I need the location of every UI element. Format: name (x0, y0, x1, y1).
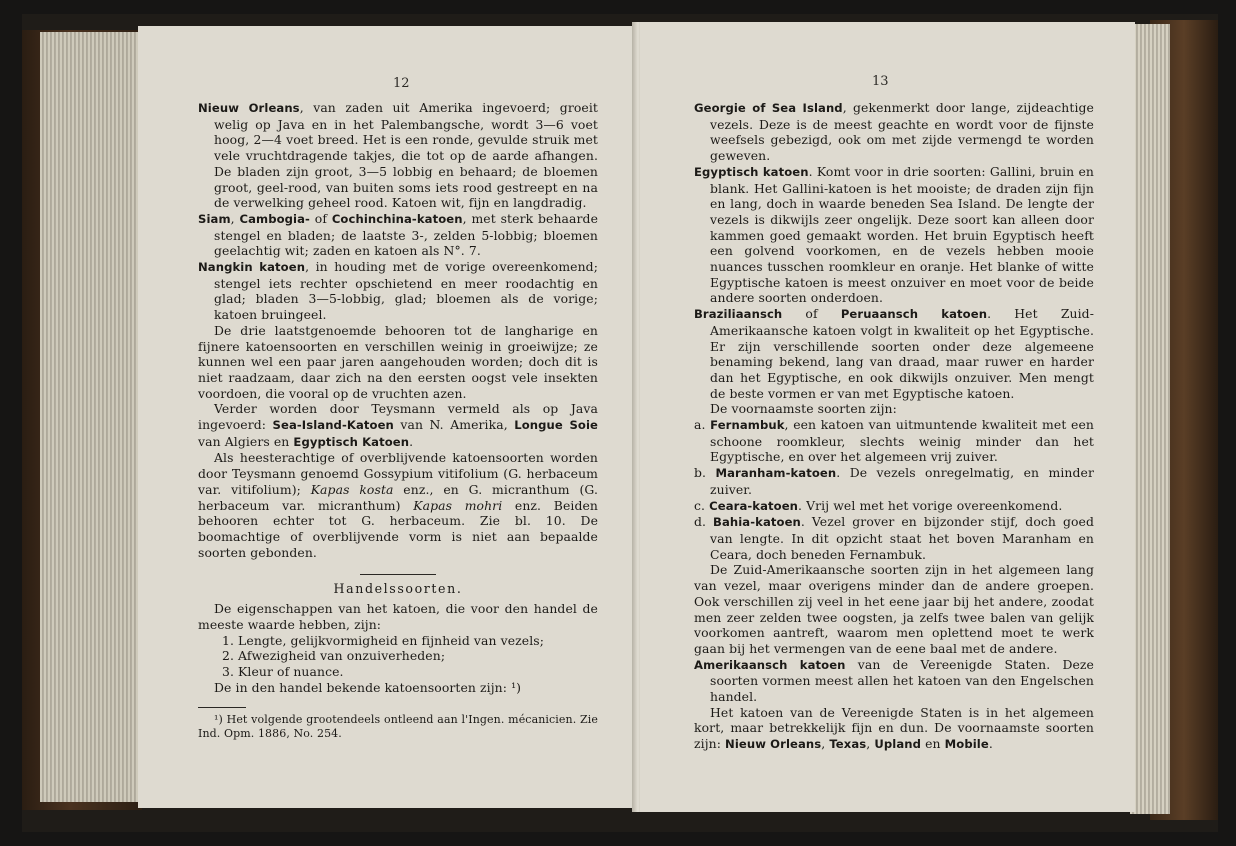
page-number: 13 (872, 74, 889, 89)
right-page-body (694, 100, 1094, 753)
paragraph: Als heesterachtige of overblijvende katoensoorten worden door Teysmann genoemd Gossypium vitifolium (G. herbaceum var. vitifolium); Kapas kosta enz., en G. micranthum (G. herbaceum var. micranthum) Kapas mohri enz. Beiden behooren echter tot G. herbaceum. Zie bl. 10. De boomachtige of overblijvende vorm is niet aan bepaalde soorten gebonden. (198, 450, 598, 560)
list-item: d. Bahia-katoen. Vezel grover en bijzonder stijf, doch goed van lengte. In dit opzicht staat het boven Maranham en Ceara, doch beneden Fernambuk. (694, 514, 1094, 562)
entry-nieuw-orleans: Nieuw Orleans, van zaden uit Amerika ingevoerd; groeit welig op Java en in het Palembangsche, wordt 3—6 voet hoog, 2—4 voet breed. Het is een ronde, gevulde struik met vele vruchtdragende takjes, die tot op de aarde afhangen. De bladen zijn groot, 3—5 lobbig en behaard; de bloemen groot, geel-rood, van buiten soms iets rood gestreept en na de verwelking geheel rood. Katoen wit, fijn en langdradig. (198, 100, 598, 211)
paragraph: De Zuid-Amerikaansche soorten zijn in het algemeen lang van vezel, maar overigens minder dan de andere groepen. Ook verschillen zij veel in het eene jaar bij het andere, zoodat men zeer zelden twee oogsten, ja zelfs twee balen van gelijk voorkomen aantreft, waarom men oplettend moet te werk gaan bij het vermengen van de eene baal met de andere. (694, 562, 1094, 656)
left-page-body (198, 100, 598, 741)
list-item: b. Maranham-katoen. De vezels onregelmatig, en minder zuiver. (694, 465, 1094, 497)
section-divider (360, 574, 436, 575)
paragraph: De eigenschappen van het katoen, die voor den handel de meeste waarde hebben, zijn: (198, 601, 598, 632)
list-item: 1. Lengte, gelijkvormigheid en fijnheid van vezels; (222, 632, 544, 648)
entry-siam: Siam, Cambogia- of Cochinchina-katoen, met sterk behaarde stengel en bladen; de laatste 3-, zelden 5-lobbig; bloemen geelachtig wit; zaden en katoen als N°. 7. (198, 210, 599, 259)
right-page (640, 22, 1135, 812)
left-page-edges (40, 32, 140, 802)
paragraph: Verder worden door Teysmann vermeld als op Java ingevoerd: Sea-Island-Katoen van N. Amerika, Longue Soie van Algiers en Egyptisch Katoen. (198, 401, 599, 449)
entry-braziliaansch: Braziliaansch of Peruaansch katoen. Het Zuid-Amerikaansche katoen volgt in kwaliteit op het Egyptische. Er zijn verschillende soorten onder deze algemeene benaming bekend, lang van draad, maar ruwer en harder dan het Egyptische, en ook dikwijls onzuiver. Men mengt de beste vormen er van met Egyptische katoen. (694, 306, 1094, 401)
paragraph: Het katoen van de Vereenigde Staten is in het algemeen kort, maar betrekkelijk fijn en dun. De voornaamste soorten zijn: Nieuw Orleans, Texas, Upland en Mobile. (694, 704, 1094, 752)
list-item: 3. Kleur of nuance. (222, 663, 344, 679)
paragraph: De voornaamste soorten zijn: (710, 401, 897, 417)
left-page (138, 26, 635, 808)
page-number: 12 (393, 76, 410, 91)
entry-egyptisch: Egyptisch katoen. Komt voor in drie soorten: Gallini, bruin en blank. Het Gallini-katoen is het mooiste; de draden zijn fijn en lang, doch in waarde beneden Sea Island. De lengte der vezels is dikwijls zeer ongelijk. Deze soort kan alleen door kammen goed gemaakt worden. Het bruin Egyptisch heeft een golvend voorkomen, en de vezels hebben mooie nuances tusschen roomkleur en oranje. Het blanke of witte Egyptische katoen is meest onzuiver en moet voor de beide andere soorten onderdoen. (694, 163, 1094, 306)
entry-nangkin: Nangkin katoen, in houding met de vorige overeenkomend; stengel iets rechter opschietend en meer roodachtig en glad; bladen 3—5-lobbig, glad; bloemen als de vorige; katoen bruingeel. (198, 259, 598, 323)
entry-amerikaansch: Amerikaansch katoen van de Vereenigde Staten. Deze soorten vormen meest allen het katoen van den Engelschen handel. (694, 656, 1094, 705)
footnote: ¹) Het volgende grootendeels ontleend aan l'Ingen. mécanicien. Zie Ind. Opm. 1886, No. 254. (198, 713, 598, 741)
right-page-edges (1130, 24, 1170, 814)
entry-term: Nieuw Orleans (198, 101, 300, 115)
list-item: c. Ceara-katoen. Vrij wel met het vorige overeenkomend. (694, 497, 1063, 513)
list-item: a. Fernambuk, een katoen van uitmuntende kwaliteit met een schoone roomkleur, slechts weinig minder dan het Egyptische, en over het algemeen vrij zuiver. (694, 417, 1094, 465)
entry-georgie: Georgie of Sea Island, gekenmerkt door lange, zijdeachtige vezels. Deze is de meest geachte en wordt voor de fijnste weefsels gebezigd, ook om met zijde vermengd te worden geweven. (694, 100, 1094, 164)
paragraph: De drie laatstgenoemde behooren tot de langharige en fijnere katoensoorten en verschillen weinig in groeiwijze; ze kunnen wel een paar jaren aangehouden worden; doch dit is niet raadzaam, daar zich na den eersten oogst vele insekten voordoen, die vooral op de vruchten azen. (198, 322, 598, 401)
section-heading: Handelssoorten. (333, 581, 463, 597)
paragraph: De in den handel bekende katoensoorten zijn: ¹) (214, 679, 522, 695)
footnote-divider (198, 707, 246, 708)
list-item: 2. Afwezigheid van onzuiverheden; (222, 648, 446, 664)
